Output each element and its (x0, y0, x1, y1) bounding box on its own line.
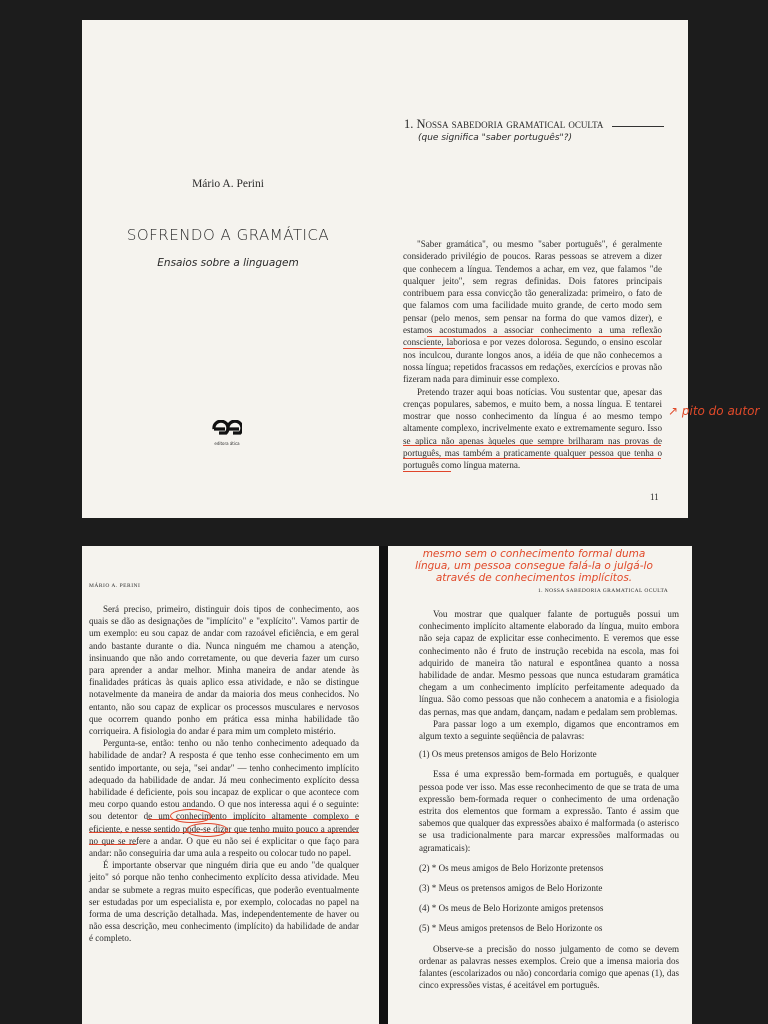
right-paragraph-3: Essa é uma expressão bem-formada em português, e qualquer pessoa pode ver isso. Mas esse reconhecimento de que se trata de uma expressão bem-formada requer o conhecimento de uma ordenação estrita dos elementos que formam a expressão. Tanto é assim que sabemos que qualquer das expressões abaixo é malformada (o asterisco se usa tradicionalmente para marcar expressões malformadas ou agramaticais): (419, 769, 679, 853)
publisher-name: editora ática (214, 441, 240, 446)
chapter-paragraph-1: "Saber gramática", ou mesmo "saber português", é geralmente considerado privilégio de poucos. Raras pessoas se atrevem a dizer que conhecem a língua. Tendemos a achar, em vez, que falamos "de qualquer jeito", sem regras definidas. Dois fatores principais contribuem para essa convicção tão generalizada: primeiro, o fato de que falamos com uma facilidade muito grande, de certo modo sem pensar (pelo menos, sem pensar na forma do que vamos dizer), e estamos acostumados a associar conhecimento a uma reflexão consciente, laboriosa e por vezes dolorosa. Segundo, o ensino escolar nos inculcou, durante longos anos, a idéia de que não conhecemos a nossa língua; repetidos fracassos em redações, exercícios e provas não fizeram nada para diminuir esse complexo. (403, 239, 662, 385)
left-paragraph-3: É importante observar que ninguém diria que eu ando "de qualquer jeito" só porque não tenho conhecimento explícito dessa atividade. Meu andar se submete a regras muito específicas, que poderão eventualmente ser estudadas por um especialista e, por exemplo, colocadas no papel na forma de uma descrição detalhada. Mas, independentemente de haver ou não essa descrição, meu conhecimento (implícito) da habilidade de andar é completo. (89, 860, 359, 944)
chapter-paragraph-2: Pretendo trazer aqui boas notícias. Vou sustentar que, apesar das crenças populares, sabemos, e muito bem, a nossa língua. E tentarei mostrar que nosso conhecimento da língua é ao mesmo tempo altamente complexo, incrivelmente exato e extremamente seguro. Isso se aplica não apenas àqueles que sempre brilharam nas provas de português, mas também a praticamente qualquer pessoa que tenha o português como língua materna. (403, 386, 662, 471)
left-page (82, 546, 379, 1024)
left-paragraph-1: Será preciso, primeiro, distinguir dois tipos de conhecimento, aos quais se dão as designações de "implícito" e "explícito". Vamos partir de um exemplo: eu sou capaz de andar com razoável eficiência, e em geral ando bastante durante o dia. Nunca ninguém me chamou a atenção, insinuando que não ando corretamente, ou que deveria fazer um curso para aprender a andar melhor. Minha maneira de andar atende às finalidades práticas às quais aplico essa atividade, e não se distingue notavelmente da maneira de andar da maioria dos meus conhecidos. No entanto, não sou capaz de explicar os processos musculares e nervosos que ocorrem quando ponho em prática essa minha habilidade tão corriqueira. A fisiologia do andar é para mim um completo mistério. (89, 604, 359, 737)
underline-mark (89, 844, 137, 845)
page-divider (379, 546, 388, 1024)
circle-mark (170, 809, 212, 823)
chapter-body (403, 238, 662, 472)
right-body (419, 608, 679, 991)
running-header: 1. NOSSA SABEDORIA GRAMATICAL OCULTA (538, 588, 669, 594)
underline-mark (403, 348, 455, 349)
left-body (89, 603, 359, 945)
example-2: (2) * Os meus amigos de Belo Horizonte pretensos (419, 862, 604, 873)
right-paragraph-4: Observe-se a precisão do nosso julgamento de como se devem ordenar as palavras nesses exemplos. Creio que a imensa maioria dos falantes (escolarizados ou não) concordaria comigo que apenas (1), das cinco expressões vistas, é aceitável em português. (419, 943, 679, 991)
running-header: MÁRIO A. PERINI (89, 583, 141, 589)
handwritten-note: mesmo sem o conhecimento formal duma língua, um pessoa consegue falá-la o julgá-lo através de conhecimentos implícitos. (415, 548, 653, 584)
example-4: (4) * Os meus de Belo Horizonte amigos pretensos (419, 903, 604, 914)
chapter-subheading: (que significa "saber português"?) (418, 133, 572, 143)
chapter-page (374, 20, 688, 518)
book-title: SOFRENDO A GRAMÁTICA (126, 226, 330, 244)
circle-mark (186, 823, 228, 837)
publisher-logo (212, 420, 242, 446)
example-1: (1) Os meus pretensos amigos de Belo Horizonte (419, 749, 597, 760)
underline-mark (403, 471, 451, 472)
right-paragraph-2: Para passar logo a um exemplo, digamos que encontramos em algum texto a seguinte seqüência de palavras: (419, 718, 679, 742)
chapter-heading: 1. Nossa sabedoria gramatical oculta (404, 117, 604, 131)
underline-mark (427, 336, 661, 337)
title-page (82, 20, 374, 518)
publisher-logo-icon (212, 420, 242, 438)
underline-mark (403, 458, 661, 459)
example-5: (5) * Meus amigos pretensos de Belo Horizonte os (419, 923, 603, 934)
author-name: Mário A. Perini (192, 178, 264, 190)
underline-mark (403, 445, 661, 446)
heading-rule (612, 126, 664, 127)
right-paragraph-1: Vou mostrar que qualquer falante de português possui um conhecimento implícito altamente elaborado da língua, muito embora não seja capaz de explicitar esse conhecimento. E veremos que esse conhecimento não é fruto de instrução recebida na escola, mas foi adquirido de maneira tão natural e espontânea quanto a nossa habilidade de andar. Mesmo pessoas que nunca estudaram gramática chegam a um conhecimento implícito perfeitamente adequado da língua. São como pessoas que não conhecem a anatomia e a fisiologia das pernas, mas que andam, dançam, nadam e pedalam sem problemas. (419, 609, 679, 717)
book-subtitle: Ensaios sobre a linguagem (157, 257, 299, 269)
page-number: 11 (650, 492, 659, 502)
example-3: (3) * Meus os pretensos amigos de Belo Horizonte (419, 883, 603, 894)
left-paragraph-2: Pergunta-se, então: tenho ou não tenho conhecimento adequado da habilidade de andar? A resposta é que tenho esse conhecimento em um sentido importante, ou seja, "sei andar" — tenho conhecimento implícito adequado da habilidade de andar. Já meu conhecimento explícito dessa habilidade é deficiente, pois sou incapaz de explicar o que acontece com meu corpo quando estou andando. O que nos interessa aqui é o seguinte: sou detentor de um conhecimento implícito altamente complexo e eficiente, e nesse sentido pode-se dizer que tenho muito pouco a aprender no que se refere a andar. O que eu não sei é explicitar o que faço para andar: não conseguiria dar uma aula a respeito ou colocar tudo no papel. (89, 738, 359, 859)
right-page (388, 546, 692, 1024)
margin-note: ↗ pito do autor (668, 404, 760, 418)
